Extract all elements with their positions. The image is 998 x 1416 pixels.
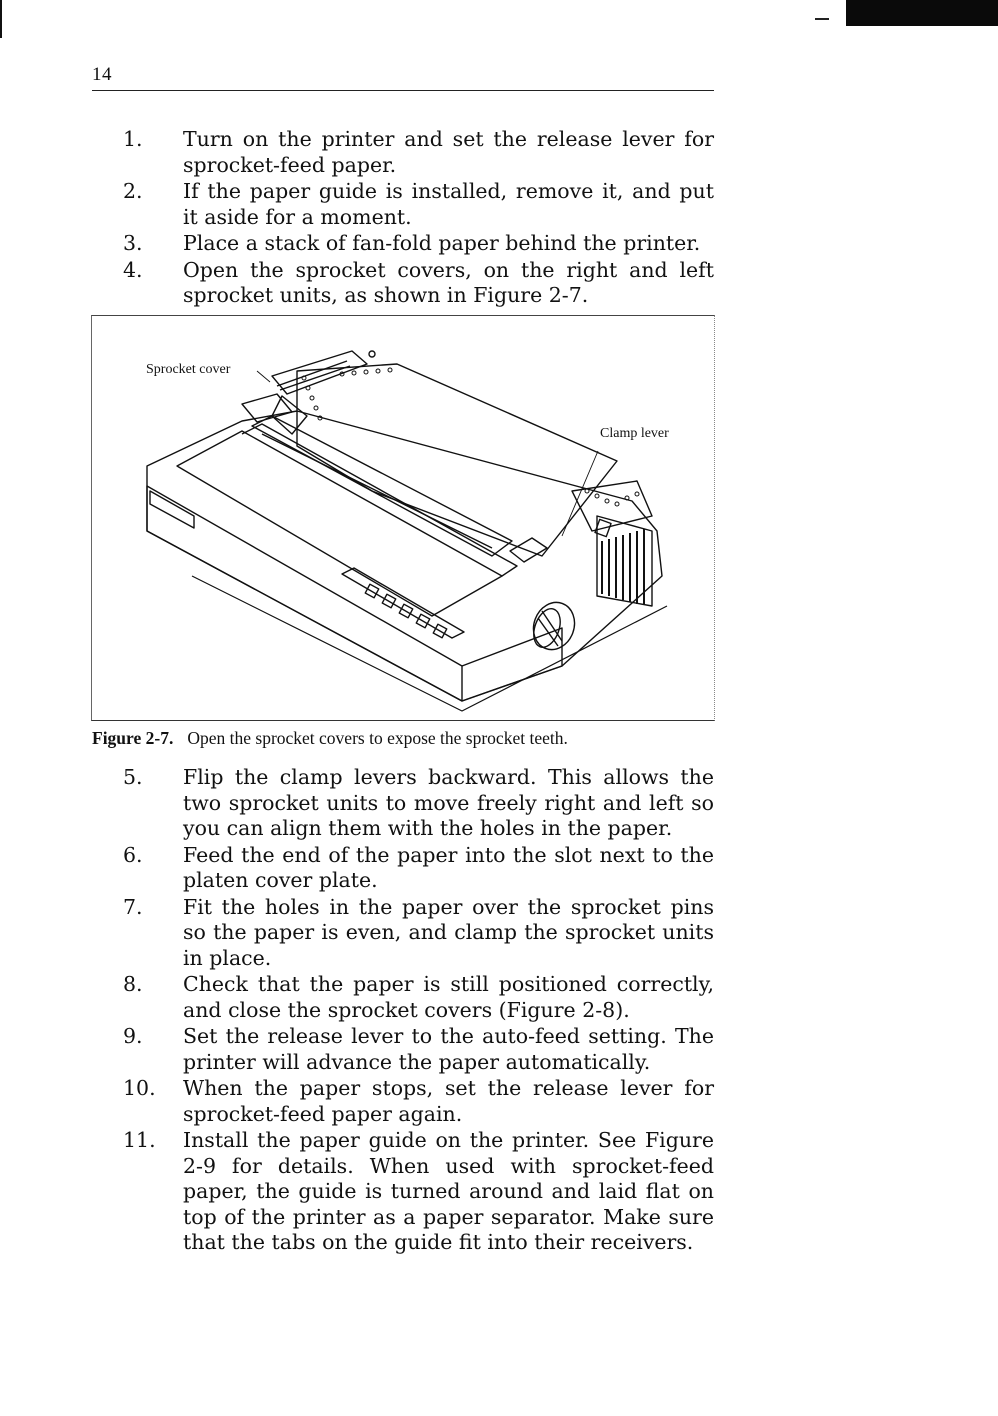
steps-list-before-figure <box>92 127 714 310</box>
list-item <box>92 1076 714 1127</box>
step-number: 2. <box>123 179 143 203</box>
list-item <box>92 179 714 230</box>
steps-list-after-figure <box>92 765 714 1257</box>
list-item <box>92 258 714 309</box>
step-text: If the paper guide is installed, remove it, and put it aside for a moment. <box>183 179 714 229</box>
clamp-lever-label: Clamp lever <box>600 426 669 441</box>
platen-slot <box>252 416 512 556</box>
printer-base <box>192 576 667 711</box>
list-item <box>92 1024 714 1075</box>
step-text: Feed the end of the paper into the slot next to the platen cover plate. <box>183 842 714 892</box>
step-number: 1. <box>123 127 143 151</box>
step-text: When the paper stops, set the release lever for sprocket-feed paper again. <box>183 1076 714 1126</box>
list-item <box>92 127 714 178</box>
page-number: 14 <box>92 64 112 85</box>
step-number: 3. <box>123 231 143 255</box>
step-number: 4. <box>123 257 143 282</box>
step-text: Set the release lever to the auto-feed setting. The printer will advance the paper automatically. <box>183 1024 714 1074</box>
step-number: 9. <box>123 1024 143 1048</box>
step-text: Fit the holes in the paper over the sprocket pins so the paper is even, and clamp the sprocket units in place. <box>183 894 714 970</box>
corner-scan-bar <box>846 0 998 26</box>
figure-caption <box>92 728 568 749</box>
sprocket-cover-label: Sprocket cover <box>146 362 231 377</box>
list-item <box>92 1128 714 1256</box>
step-text: Place a stack of fan-fold paper behind the printer. <box>183 231 701 255</box>
scan-edge-mark <box>0 0 2 38</box>
control-panel-buttons <box>342 568 464 638</box>
step-text: Open the sprocket covers, on the right and left sprocket units, as shown in Figure 2-7. <box>183 257 714 307</box>
platen-knob <box>527 597 581 656</box>
step-number: 6. <box>123 842 143 867</box>
step-text: Turn on the printer and set the release lever for sprocket-feed paper. <box>183 127 714 177</box>
header-rule <box>92 90 714 91</box>
list-item <box>92 972 714 1023</box>
step-number: 5. <box>123 765 143 789</box>
paper-sprocket-holes <box>302 368 639 506</box>
figure-number: Figure 2-7. <box>92 728 174 748</box>
sprocket-cover-leader <box>257 371 270 382</box>
step-text: Install the paper guide on the printer. See Figure 2-9 for details. When used with sprocket-feed paper, the guide is turned around and laid flat on top of the printer as a paper separator. Make sure that the tabs on the guide fit into their receivers. <box>183 1128 714 1254</box>
step-text: Check that the paper is still positioned correctly, and close the sprocket covers (Figure 2-8). <box>183 972 714 1022</box>
step-number: 7. <box>123 894 143 919</box>
clamp-lever <box>510 538 547 562</box>
list-item <box>92 765 714 842</box>
step-number: 8. <box>123 972 143 996</box>
right-sprocket-unit <box>572 481 652 606</box>
top-cover <box>177 431 502 616</box>
corner-dash-mark <box>815 18 829 20</box>
clamp-lever-leader <box>562 451 598 536</box>
list-item <box>92 231 714 257</box>
figure-caption-text: Open the sprocket covers to expose the sprocket teeth. <box>187 728 568 748</box>
list-item <box>92 843 714 894</box>
list-item <box>92 895 714 972</box>
figure-frame <box>91 315 715 721</box>
fanfold-paper-sheet <box>297 364 617 556</box>
printer-body-outline <box>147 411 662 701</box>
step-number: 11. <box>123 1128 156 1152</box>
step-text: Flip the clamp levers backward. This allows the two sprocket units to move freely right and left so you can align them with the holes in the paper. <box>183 765 714 840</box>
step-number: 10. <box>123 1076 156 1100</box>
